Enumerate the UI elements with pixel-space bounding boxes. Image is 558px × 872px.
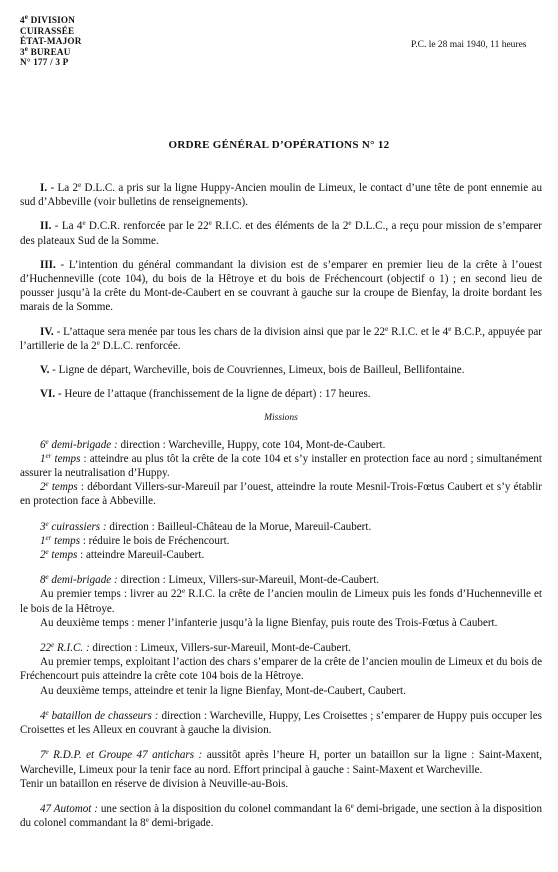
ordinal-suffix: e [45, 548, 49, 557]
phase-text: : atteindre au plus tôt la crête de la cote 104 et s’y installer en protection face au nord ; simultanément assurer la neutralisation d’Huppy. [20, 452, 542, 480]
numbered-paragraph [20, 363, 542, 377]
numbered-paragraph [20, 325, 542, 353]
phase-label: 1er temps [40, 533, 81, 547]
mission-line: Au deuxième temps : mener l’infanterie jusqu’à la ligne Bienfay, puis route des Trois-Fœtus à Caubert. [40, 616, 498, 629]
mission-text: aussitôt après l’heure H, porter un bataillon sur la ligne : Saint-Maxent, Warcheville, Limeux pour la tenir face au nord. Effort principal à gauche : Saint-Maxent et Warcheville. [20, 749, 542, 776]
header-line: ÉTAT-MAJOR [20, 36, 82, 47]
ordinal-suffix: e [45, 708, 49, 717]
missions-heading: Missions [264, 413, 298, 424]
unit-name: 8e demi-brigade : [40, 573, 118, 587]
mission-block [20, 709, 542, 737]
ordinal-suffix: e [385, 324, 389, 333]
missions-list [20, 438, 542, 831]
paragraph-text: - La 4e D.C.R. renforcée par le 22e R.I.C. et des éléments de la 2e D.L.C., a reçu pour mission de s’emparer des plateaux Sud de la Somme. [20, 219, 542, 247]
ordinal-suffix: e [51, 641, 55, 650]
mission-line [20, 548, 542, 562]
ordinal-suffix: e [24, 44, 29, 53]
ordinal-suffix: e [448, 324, 452, 333]
ordinal-suffix: e [45, 480, 49, 489]
mission-text: une section à la disposition du colonel commandant la 6e demi-brigade, une section à la disposition du colonel commandant la 8e demi-brigade. [20, 801, 543, 830]
paragraph-text: - L’intention du général commandant la division est de s’emparer en premier lieu de la crête à l’ouest d’Huchenneville (cote 104), du bois de la Hêtroye et du bois de Fréchencourt (objectif o 1) ; en second lieu de pousser jusqu’à la crête du Mont-de-Caubert en se couvrant à gauche sur la croupe de Bienfay, la droite bordant les marais de la Somme. [20, 258, 542, 314]
unit-name: 22e R.I.C. : [40, 641, 90, 655]
paragraph-text: - La 2e D.L.C. a pris sur la ligne Huppy-Ancien moulin de Limeux, le contact d’une tête de pont ennemie au sud d’Abbeville (voir bulletins de renseignements). [20, 181, 542, 209]
header-line: CUIRASSÉE [20, 25, 75, 36]
numbered-paragraph [20, 258, 542, 315]
mission-first-line [20, 573, 542, 587]
numbered-paragraph [20, 387, 542, 401]
division-header [20, 15, 82, 68]
ordinal-suffix: e [350, 801, 354, 810]
mission-line: Au premier temps : livrer au 22e R.I.C. la crête de l’ancien moulin de Limeux puis les fonds d’Huchenneville et le bois de la Hêtroye. [20, 587, 542, 615]
ordinal-suffix: e [24, 13, 29, 21]
mission-first-line [20, 438, 542, 452]
header-line: 4e DIVISION [20, 13, 76, 25]
phase-text: : atteindre Mareuil-Caubert. [77, 549, 205, 562]
mission-line: Tenir un bataillon en réserve de division à Neuville-au-Bois. [20, 777, 289, 790]
mission-text: direction : Limeux, Villers-sur-Mareuil, Mont-de-Caubert. [89, 642, 352, 655]
paragraph-text: - Heure de l’attaque (franchissement de la ligne de départ) : 17 heures. [55, 388, 371, 401]
document-title: ORDRE GÉNÉRAL D’OPÉRATIONS N° 12 [168, 139, 390, 151]
ordinal-suffix: e [96, 338, 100, 347]
numbered-paragraph [20, 181, 542, 209]
mission-block [20, 520, 542, 563]
ordinal-suffix: e [45, 437, 49, 446]
mission-block [20, 802, 542, 830]
ordinal-suffix: er [45, 533, 52, 542]
ordinal-suffix: e [45, 519, 49, 528]
unit-name: 47 Automot : [40, 802, 98, 815]
unit-name: 7e R.D.P. et Groupe 47 antichars : [40, 748, 203, 762]
mission-line [20, 534, 542, 548]
paragraph-number: II. [40, 220, 52, 233]
mission-first-line [20, 641, 542, 655]
header-line: 3e BUREAU [20, 44, 71, 57]
numbered-paragraph [20, 219, 542, 247]
date-line: P.C. le 28 mai 1940, 11 heures [411, 40, 527, 50]
paragraph-number: I. [40, 182, 48, 194]
paragraph-number: III. [40, 258, 56, 271]
phase-label: 1er temps [40, 451, 81, 465]
mission-block [20, 438, 542, 509]
ordinal-suffix: e [348, 219, 352, 228]
ordinal-suffix: e [145, 816, 149, 825]
phase-label: 2e temps [40, 480, 78, 494]
ordinal-suffix: e [45, 573, 49, 582]
paragraph-text: - L’attaque sera menée par tous les chars de la division ainsi que par le 22e R.I.C. et le 4e B.C.P., appuyée par l’artillerie de la 2e D.L.C. renforcée. [20, 324, 542, 352]
paragraph-number: VI. [40, 388, 56, 401]
mission-line [20, 480, 542, 508]
numbered-paragraphs [20, 181, 542, 401]
paragraph-text: - Ligne de départ, Warcheville, bois de Couvriennes, Limeux, bois de Bailleul, Bellifontaine. [49, 364, 465, 377]
mission-block [20, 573, 542, 630]
unit-name: 4e bataillon de chasseurs : [40, 708, 159, 722]
ordinal-suffix: e [78, 181, 82, 189]
ordinal-suffix: e [181, 587, 186, 596]
mission-first-line [20, 520, 542, 534]
document-body [20, 181, 542, 841]
ordinal-suffix: e [45, 748, 49, 757]
mission-line [20, 452, 542, 480]
ordinal-suffix: e [208, 219, 212, 228]
header-line: N° 177 / 3 P [20, 57, 69, 68]
phase-label: 2e temps [40, 548, 78, 562]
mission-first-line [20, 802, 542, 830]
phase-text: : réduire le bois de Fréchencourt. [80, 534, 230, 547]
mission-first-line [20, 748, 542, 776]
mission-text: direction : Warcheville, Huppy, Les Croisettes ; s’emparer de Huppy puis occuper les Croisettes et les Alleux en couvrant à gauche la division. [20, 709, 542, 737]
phase-text: : débordant Villers-sur-Mareuil par l’ouest, atteindre la route Mesnil-Trois-Fœtus Caubert et s’y établir en protection face à Abbeville. [20, 481, 542, 508]
mission-text: direction : Bailleul-Château de la Morue, Mareuil-Caubert. [106, 520, 372, 533]
mission-text: direction : Warcheville, Huppy, cote 104, Mont-de-Caubert. [117, 438, 386, 451]
mission-block [20, 641, 542, 698]
unit-name: 6e demi-brigade : [40, 437, 118, 451]
mission-line: Au premier temps, exploitant l’action des chars s’emparer de la crête de l’ancien moulin de Limeux et du bois de Fréchencourt puis atteindre la crête cote 104 bois de la Hêtroye. [20, 656, 542, 683]
mission-text: direction : Limeux, Villers-sur-Mareuil, Mont-de-Caubert. [117, 574, 380, 587]
ordinal-suffix: e [82, 219, 86, 228]
mission-block [20, 748, 542, 791]
mission-line: Au deuxième temps, atteindre et tenir la ligne Bienfay, Mont-de-Caubert, Caubert. [40, 684, 406, 697]
ordinal-suffix: er [45, 451, 52, 460]
paragraph-number: V. [40, 364, 50, 377]
paragraph-number: IV. [40, 325, 54, 338]
unit-name: 3e cuirassiers : [40, 519, 107, 533]
mission-first-line [20, 709, 542, 737]
